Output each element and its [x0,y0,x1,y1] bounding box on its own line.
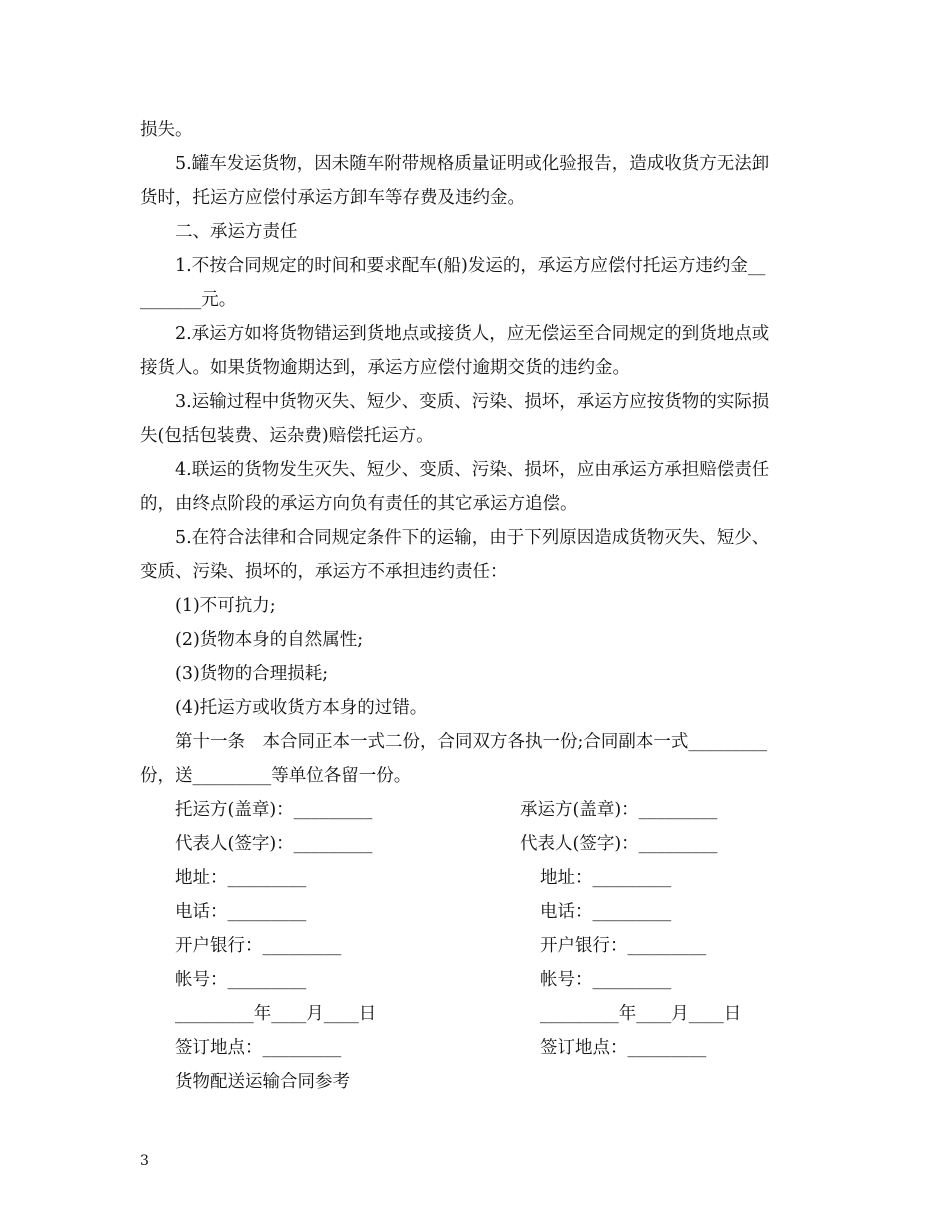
carrier-seal-field: 承运方(盖章)：_________ [520,800,718,820]
carrier-place-field: 签订地点：_________ [540,1038,707,1058]
carrier-account-field: 帐号：_________ [540,970,672,990]
body-line: _______元。 [140,290,237,310]
shipper-address-field: 地址：_________ [175,868,307,888]
shipper-date-field: _________年____月____日 [175,1004,377,1024]
carrier-phone-field: 电话：_________ [540,902,672,922]
footer-title: 货物配送运输合同参考 [175,1072,350,1092]
body-line: 4.联运的货物发生灭失、短少、变质、污染、损坏，应由承运方承担赔偿责任 [175,460,770,480]
shipper-phone-field: 电话：_________ [175,902,307,922]
shipper-bank-field: 开户银行：_________ [175,936,342,956]
body-line: 货时，托运方应偿付承运方卸车等存费及违约金。 [140,188,525,208]
body-line: 失(包括包装费、运杂费)赔偿托运方。 [140,426,434,446]
body-line: 份，送_________等单位各留一份。 [140,766,412,786]
body-line: 接货人。如果货物逾期达到，承运方应偿付逾期交货的违约金。 [140,358,630,378]
list-item: (4)托运方或收货方本身的过错。 [175,698,428,718]
body-line: 5.罐车发运货物，因未随车附带规格质量证明或化验报告，造成收货方无法卸 [175,154,770,174]
body-line: 5.在符合法律和合同规定条件下的运输，由于下列原因造成货物灭失、短少、 [175,528,770,548]
carrier-date-field: _________年____月____日 [540,1004,742,1024]
body-line: 变质、污染、损坏的，承运方不承担违约责任： [140,562,508,582]
carrier-bank-field: 开户银行：_________ [540,936,707,956]
carrier-representative-field: 代表人(签字)：_________ [520,834,718,854]
list-item: (2)货物本身的自然属性; [175,630,364,650]
body-line: 2.承运方如将货物错运到货地点或接货人，应无偿运至合同规定的到货地点或 [175,324,770,344]
carrier-address-field: 地址：_________ [540,868,672,888]
list-item: (1)不可抗力; [175,596,276,616]
body-line: 损失。 [140,120,193,140]
body-line: 1.不按合同规定的时间和要求配车(船)发运的，承运方应偿付托运方违约金__ [175,256,766,276]
list-item: (3)货物的合理损耗; [175,664,329,684]
body-line: 3.运输过程中货物灭失、短少、变质、污染、损坏，承运方应按货物的实际损 [175,392,770,412]
section-heading: 二、承运方责任 [175,222,298,242]
shipper-place-field: 签订地点：_________ [175,1038,342,1058]
page-number: 3 [140,1153,149,1169]
body-line: 的，由终点阶段的承运方向负有责任的其它承运方追偿。 [140,494,578,514]
shipper-account-field: 帐号：_________ [175,970,307,990]
shipper-seal-field: 托运方(盖章)：_________ [175,800,373,820]
shipper-representative-field: 代表人(签字)：_________ [175,834,373,854]
body-line: 第十一条 本合同正本一式二份，合同双方各执一份;合同副本一式_________ [175,732,768,752]
